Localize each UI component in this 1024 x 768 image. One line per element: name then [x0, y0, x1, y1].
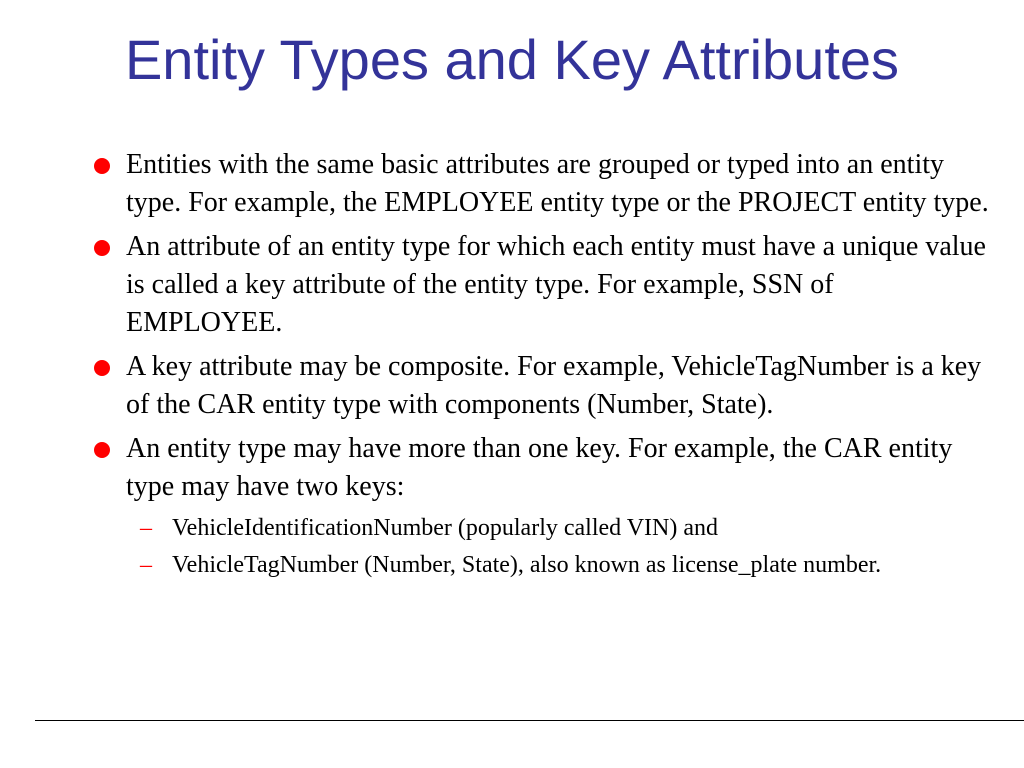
- bullet-dot-icon: [94, 158, 110, 174]
- sub-bullet-text: VehicleIdentificationNumber (popularly called VIN) and: [172, 515, 719, 541]
- bullet-dot-icon: [94, 360, 110, 376]
- sub-bullet-text: VehicleTagNumber (Number, State), also known as license_plate number.: [172, 552, 882, 578]
- footer-divider: [35, 720, 1024, 721]
- bullet-dot-icon: [94, 240, 110, 256]
- bullet-text: A key attribute may be composite. For example, VehicleTagNumber is a key of the CAR entity type with components (Number, State).: [126, 351, 982, 420]
- bullet-text: An entity type may have more than one key. For example, the CAR entity type may have two keys:: [126, 433, 953, 502]
- bullet-text: Entities with the same basic attributes are grouped or typed into an entity type. For example, the EMPLOYEE entity type or the PROJECT entity type.: [126, 149, 989, 218]
- bullet-item: [90, 430, 990, 506]
- bullet-item: [90, 348, 990, 424]
- sub-bullet-item: [90, 512, 990, 545]
- slide-body: [90, 146, 990, 586]
- sub-bullet-list: [90, 512, 990, 582]
- slide-title: Entity Types and Key Attributes: [124, 28, 900, 91]
- dash-icon: –: [140, 515, 152, 541]
- bullet-item: [90, 146, 990, 222]
- bullet-item: [90, 228, 990, 342]
- sub-bullet-item: [90, 549, 990, 582]
- dash-icon: –: [140, 552, 152, 578]
- bullet-text: An attribute of an entity type for which each entity must have a unique value is called a key attribute of the entity type. For example, SSN of EMPLOYEE.: [126, 231, 986, 338]
- bullet-dot-icon: [94, 442, 110, 458]
